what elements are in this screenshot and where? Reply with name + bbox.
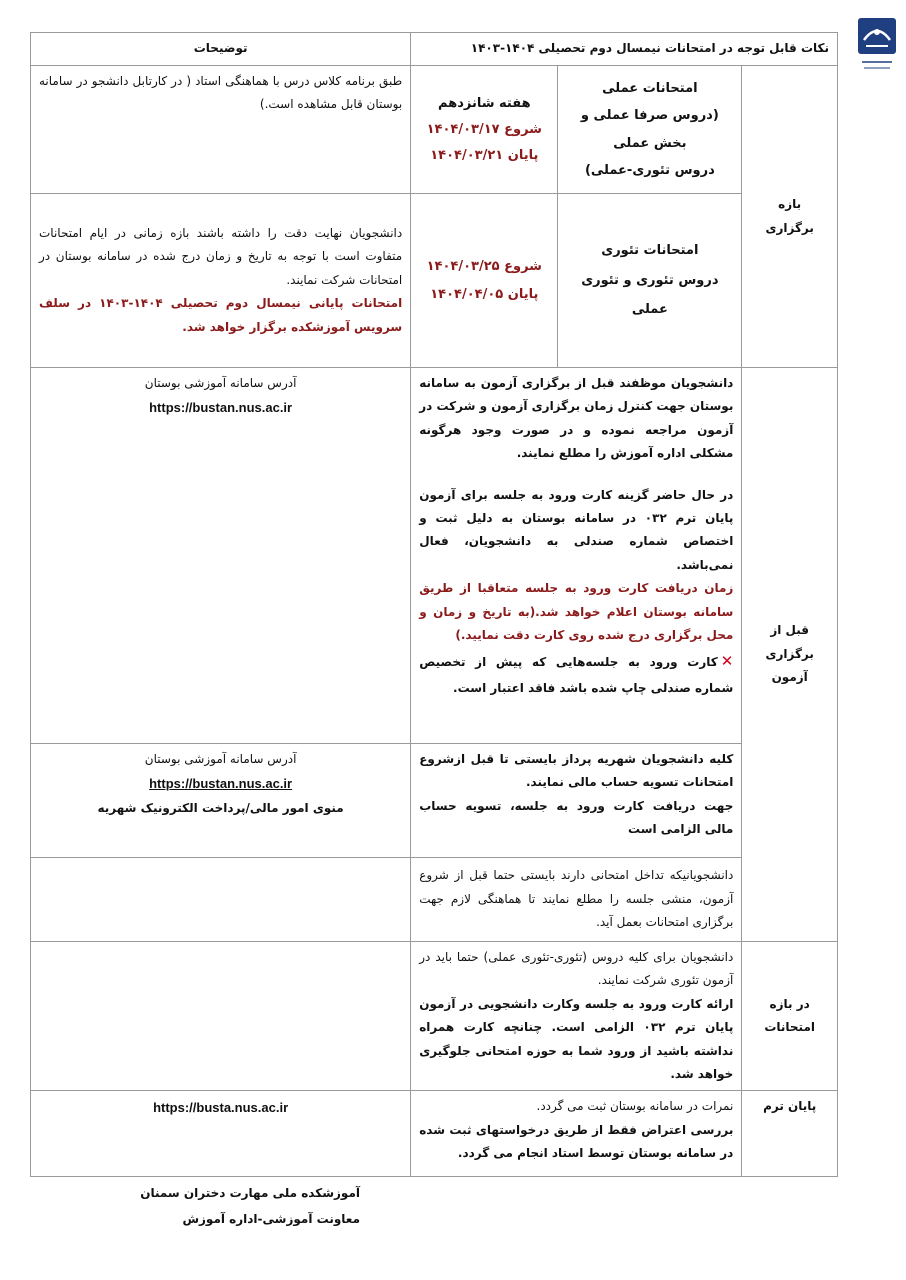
theory-exams-dates: شروع ۱۴۰۴/۰۳/۲۵ پایان ۱۴۰۴/۰۴/۰۵ [411,194,558,368]
red-x-icon: ✕ [720,652,734,671]
footer-institute: آموزشکده ملی مهارت دختران سمنان [140,1186,360,1200]
before-exam-row-1 [31,368,838,744]
empty-cell [31,858,411,942]
empty-cell [31,942,411,1091]
theory-exams-title: امتحانات تئوری دروس تئوری و تئوری عملی [558,194,742,368]
theory-exams-row [31,194,838,368]
before-exam-row-3 [31,858,838,942]
section-label-period: بازه برگزاری [742,66,838,368]
practical-exams-desc: طبق برنامه کلاس درس با هماهنگی استاد ( در کارتابل دانشجو در سامانه بوستان قابل مشاهده است.) [31,66,411,194]
practical-exams-dates: هفته شانزدهم شروع ۱۴۰۴/۰۳/۱۷ پایان ۱۴۰۴/۰۳/۲۱ [411,66,558,194]
practical-exams-title: امتحانات عملی (دروس صرفا عملی و بخش عملی دروس تئوری-عملی) [558,66,742,194]
section-label-before-exam: قبل از برگزاری آزمون [742,368,838,942]
before-exam-notes-2: کلیه دانشجویان شهریه پرداز بایستی تا قبل ازشروع امتحانات تسویه حساب مالی نمایند. جهت دریافت کارت ورود به جلسه، تسویه حساب مالی الزامی است [411,744,742,858]
bustan-url-3[interactable]: https://busta.nus.ac.ir [153,1100,289,1116]
during-exams-row [31,942,838,1091]
before-exam-notes-1: دانشجویان موظفند قبل از برگزاری آزمون به سامانه بوستان جهت کنترل زمان برگزاری آزمون و شرکت در آزمون مراجعه نموده و در صورت وجود هرگونه مشکلی اداره آموزش را مطلع نمایند. در حال حاضر گزینه کارت ورود به جلسه برای آزمون پایان ترم ۰۳۲ در سامانه بوستان به دلیل ثبت و اختصاص شماره صندلی به دانشجویان، فعال نمی‌باشد. زمان دریافت کارت ورود به جلسه متعاقبا از طریق سامانه بوستان اعلام خواهد شد.(به تاریخ و زمان و محل برگزاری درج شده روی کارت دقت نمایید.) ✕کارت ورود به جلسه‌هایی که پیش از تخصیص شماره صندلی چاپ شده باشد فاقد اعتبار است. [411,368,742,744]
desc-column-header: توضیحات [31,33,411,66]
footer-signature [60,1180,360,1233]
bustan-address-3 [31,1091,411,1177]
footer-department: معاونت آموزشی-اداره آموزش [182,1212,360,1227]
during-exams-notes: دانشجویان برای کلیه دروس (تئوری-تئوری عملی) حتما باید در آزمون تئوری شرکت نمایند. ارائه کارت ورود به جلسه وکارت دانشجویی در آزمون پایان ترم ۰۳۲ الزامی است. چنانچه کارت همراه نداشته باشید از ورود شما به حوزه امتحانی جلوگیری خواهد شد. [411,942,742,1091]
end-of-term-notes: نمرات در سامانه بوستان ثبت می گردد. بررسی اعتراض فقط از طریق درخواستهای ثبت شده در سامانه بوستان توسط استاد انجام می گردد. [411,1091,742,1177]
theory-exams-desc: دانشجویان نهایت دقت را داشته باشند بازه زمانی در ایام امتحانات متفاوت است با توجه به تاریخ و زمان درج شده در سامانه بوستان در امتحانات شرکت نمایند. امتحانات پایانی نیمسال دوم تحصیلی ۱۴۰۴-۱۴۰۳ در سلف سرویس آموزشکده برگزار خواهد شد. [31,194,411,368]
practical-exams-row [31,66,838,194]
exam-notes-table [30,32,838,1177]
end-of-term-row [31,1091,838,1177]
section-label-during-exams: در بازه امتحانات [742,942,838,1091]
before-exam-row-2 [31,744,838,858]
header-row [31,33,838,66]
before-exam-notes-3: دانشجویانیکه تداخل امتحانی دارند بایستی حتما قبل از شروع آزمون، منشی جلسه را مطلع نمایند تا هماهنگی لازم جهت برگزاری امتحانات بعمل آید. [411,858,742,942]
section-label-end-of-term: پایان ترم [742,1091,838,1177]
bustan-url-1[interactable]: https://bustan.nus.ac.ir [149,400,293,416]
university-logo-icon [854,14,900,78]
page-title: نکات قابل توجه در امتحانات نیمسال دوم تحصیلی ۱۴۰۴-۱۴۰۳ [411,33,838,66]
bustan-url-2[interactable]: https://bustan.nus.ac.ir [149,776,293,792]
bustan-address-1: آدرس سامانه آموزشی بوستان https://bustan.nus.ac.ir [31,368,411,744]
bustan-address-2: آدرس سامانه آموزشی بوستان https://bustan.nus.ac.ir منوی امور مالی/پرداخت الکترونیک شهریه [31,744,411,858]
